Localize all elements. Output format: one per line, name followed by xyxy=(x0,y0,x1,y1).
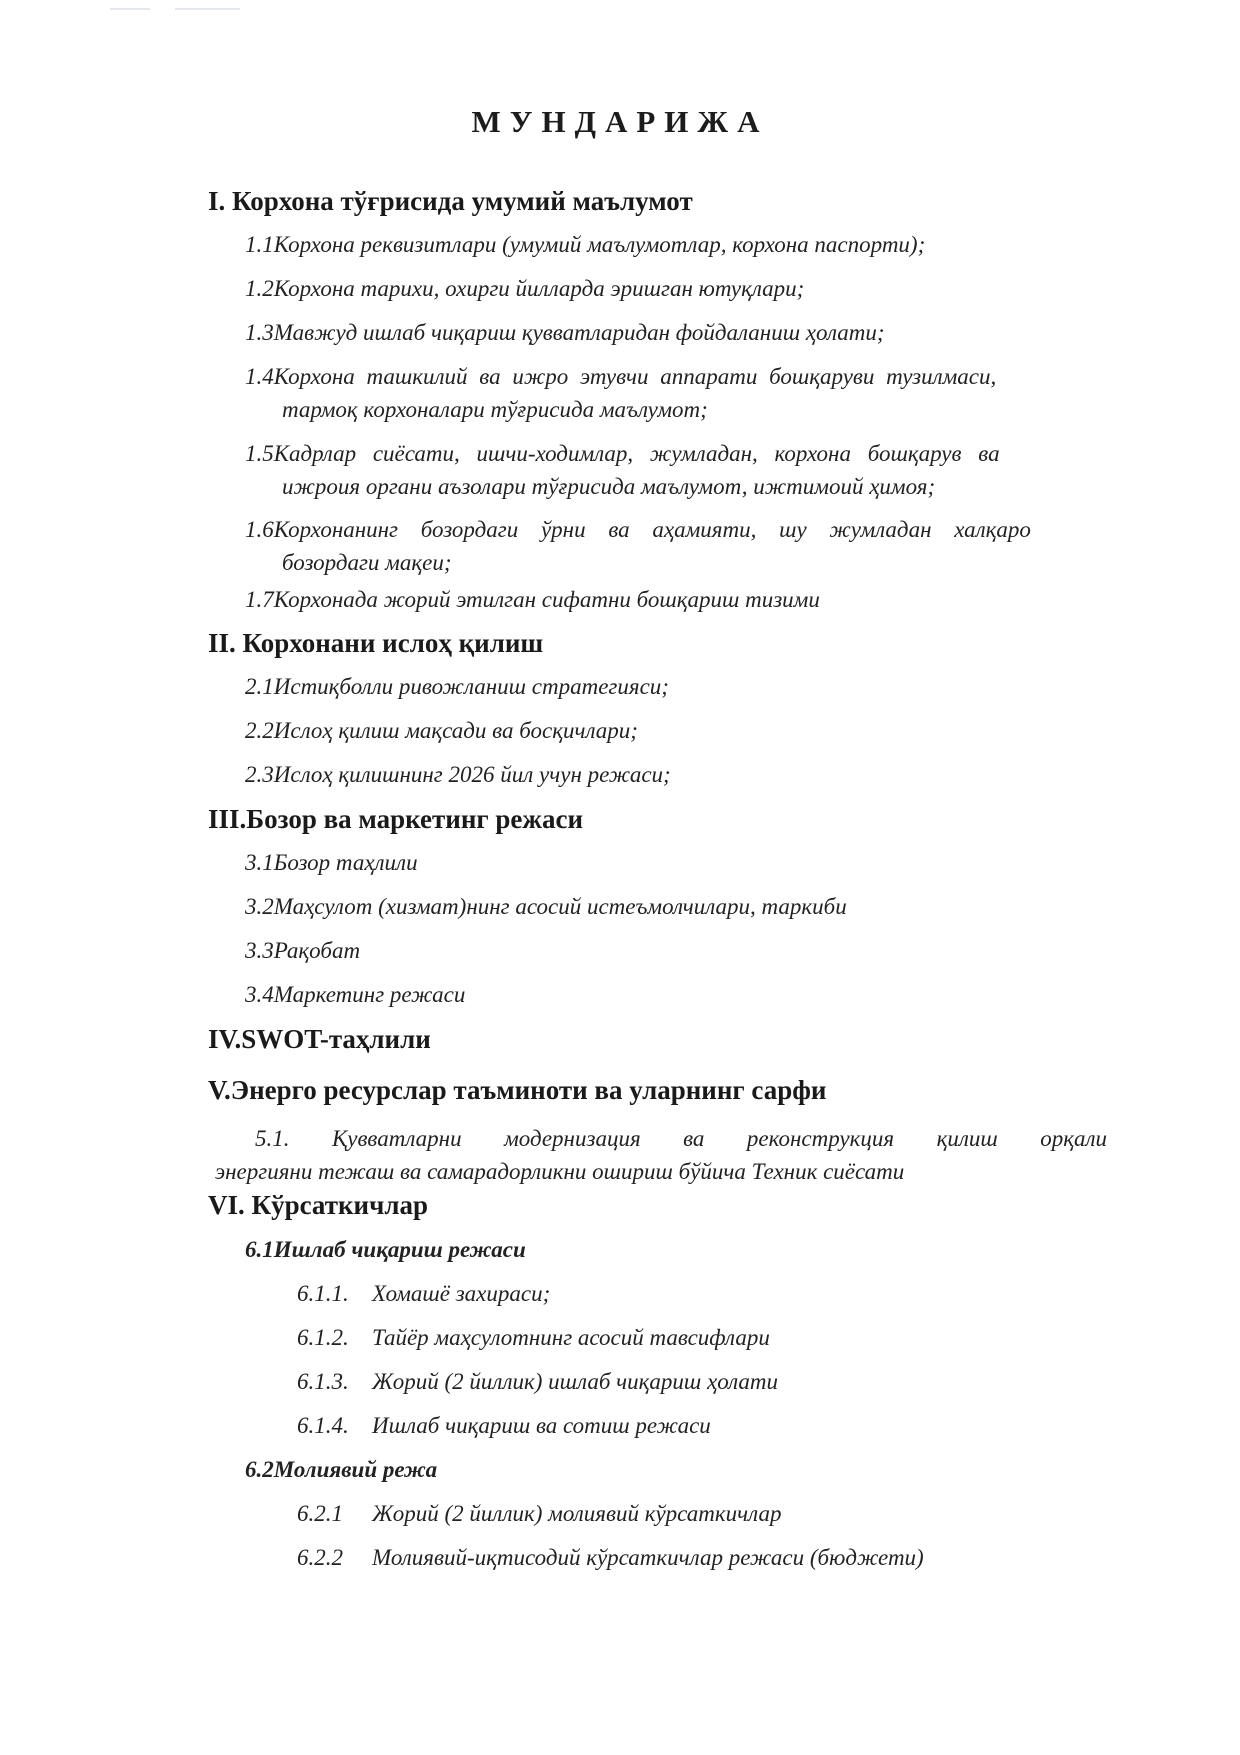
section-heading xyxy=(208,1075,826,1106)
section-label: Корхонани ислоҳ қилиш xyxy=(242,628,544,658)
toc-item xyxy=(245,894,847,920)
toc-item xyxy=(245,513,1105,579)
item-number: 3.2 xyxy=(245,894,274,919)
subsection-heading xyxy=(245,1237,526,1263)
item-text: Молиявий-иқтисодий кўрсаткичлар режаси (бюджети) xyxy=(372,1545,924,1570)
item-number: 1.4 xyxy=(245,364,274,389)
section-label: Корхона тўғрисида умумий маълумот xyxy=(232,186,693,216)
section-label: Кўрсаткичлар xyxy=(251,1190,428,1220)
item-text: Бозор таҳлили xyxy=(273,850,418,875)
item-text: Ишлаб чиқариш ва сотиш режаси xyxy=(372,1413,711,1438)
section-label: SWOT-таҳлили xyxy=(241,1024,431,1054)
item-number: 3.3 xyxy=(245,938,274,963)
toc-item xyxy=(297,1369,778,1395)
item-text-continued: ижроия органи аъзолари тўғрисида маълумот, ижтимоий ҳимоя; xyxy=(282,474,936,499)
item-text: Рақобат xyxy=(273,938,361,963)
toc-item xyxy=(245,276,804,302)
section-label: Энерго ресурслар таъминоти ва уларнинг сарфи xyxy=(230,1075,827,1105)
scan-artifact xyxy=(175,8,240,10)
item-number: 6.1.2. xyxy=(297,1325,349,1350)
item-number: 1.3 xyxy=(245,320,274,345)
scan-artifact xyxy=(110,8,150,10)
item-number: 1.2 xyxy=(245,276,274,301)
item-number: 3.1 xyxy=(245,850,274,875)
section-heading xyxy=(208,628,543,659)
toc-item xyxy=(297,1325,770,1351)
item-number: 6.1.1. xyxy=(297,1281,349,1306)
toc-item xyxy=(245,674,669,700)
toc-item xyxy=(245,938,360,964)
section-heading xyxy=(208,804,583,835)
section-heading xyxy=(208,1024,431,1055)
toc-item xyxy=(245,587,820,613)
section-number: II. xyxy=(208,628,236,658)
toc-item xyxy=(297,1545,924,1571)
item-number: 5.1. xyxy=(255,1126,290,1151)
item-text: Мавжуд ишлаб чиқариш қувватларидан фойдаланиш ҳолати; xyxy=(273,320,885,345)
item-word: реконструкция xyxy=(746,1126,895,1151)
toc-item xyxy=(297,1413,711,1439)
item-number: 1.1 xyxy=(245,232,274,257)
toc-item xyxy=(245,360,1105,426)
item-text-continued: тармоқ корхоналари тўғрисида маълумот; xyxy=(282,397,708,422)
item-number: 3.4 xyxy=(245,982,274,1007)
toc-item xyxy=(245,718,638,744)
item-text: Тайёр маҳсулотнинг асосий тавсифлари xyxy=(372,1325,770,1350)
section-number: VI. xyxy=(208,1190,245,1220)
section-number: V. xyxy=(208,1075,231,1105)
toc-item xyxy=(297,1501,781,1527)
item-text: Корхонада жорий этилган сифатни бошқариш тизими xyxy=(273,587,820,612)
item-text: Корхона тарихи, охирги йилларда эришган ютуқлари; xyxy=(273,276,805,301)
item-text: Маркетинг режаси xyxy=(273,982,466,1007)
page-title: МУНДАРИЖА xyxy=(471,104,769,139)
item-word: Қувватларни xyxy=(331,1126,462,1151)
subsection-number: 6.1 xyxy=(245,1237,274,1262)
item-number: 6.2.1 xyxy=(297,1501,343,1526)
item-text: Корхона ташкилий ва ижро этувчи аппарати бошқаруви тузилмаси, xyxy=(273,364,997,389)
subsection-heading xyxy=(245,1457,437,1483)
item-number: 1.6 xyxy=(245,517,274,542)
toc-item xyxy=(245,850,418,876)
subsection-label: Молиявий режа xyxy=(273,1457,438,1482)
section-number: III. xyxy=(208,804,247,834)
item-number: 1.5 xyxy=(245,441,274,466)
item-text: Истиқболли ривожланиш стратегияси; xyxy=(273,674,669,699)
item-word: модернизация xyxy=(504,1126,641,1151)
item-text-continued: бозордаги мақеи; xyxy=(282,550,452,575)
item-text: Маҳсулот (хизмат)нинг асосий истеъмолчилари, таркиби xyxy=(273,894,847,919)
toc-item xyxy=(245,320,885,346)
item-number: 6.2.2 xyxy=(297,1545,343,1570)
toc-item xyxy=(245,437,1105,503)
item-number: 2.3 xyxy=(245,762,274,787)
item-number: 6.1.4. xyxy=(297,1413,349,1438)
item-text: Жорий (2 йиллик) молиявий кўрсаткичлар xyxy=(372,1501,782,1526)
item-number: 2.1 xyxy=(245,674,274,699)
section-heading xyxy=(208,1190,428,1221)
section-number: IV. xyxy=(208,1024,242,1054)
section-heading xyxy=(208,186,693,217)
toc-item xyxy=(245,762,671,788)
item-number: 6.1.3. xyxy=(297,1369,349,1394)
item-word: қилиш xyxy=(936,1126,998,1151)
item-text: Жорий (2 йиллик) ишлаб чиқариш ҳолати xyxy=(372,1369,779,1394)
item-text: Ислоҳ қилиш мақсади ва босқичлари; xyxy=(273,718,638,743)
subsection-number: 6.2 xyxy=(245,1457,274,1482)
item-word: ва xyxy=(683,1126,705,1151)
toc-item xyxy=(245,982,465,1008)
item-text: Кадрлар сиёсати, ишчи-ходимлар, жумладан, корхона бошқарув ва xyxy=(273,441,1000,466)
toc-item xyxy=(215,1122,1107,1188)
item-text: Корхонанинг бозордаги ўрни ва аҳамияти, шу жумладан халқаро xyxy=(273,517,1031,542)
item-word: орқали xyxy=(1040,1126,1107,1151)
section-label: Бозор ва маркетинг режаси xyxy=(246,804,584,834)
item-text: Ислоҳ қилишнинг 2026 йил учун режаси; xyxy=(273,762,671,787)
item-text-continued: энергияни тежаш ва самарадорликни ошириш бўйича Техник сиёсати xyxy=(215,1159,905,1184)
subsection-label: Ишлаб чиқариш режаси xyxy=(273,1237,526,1262)
toc-item xyxy=(245,232,925,258)
item-text: Корхона реквизитлари (умумий маълумотлар, корхона паспорти); xyxy=(273,232,926,257)
section-number: I. xyxy=(208,186,226,216)
toc-item xyxy=(297,1281,550,1307)
item-text: Хомашё захираси; xyxy=(372,1281,551,1306)
item-number: 2.2 xyxy=(245,718,274,743)
item-number: 1.7 xyxy=(245,587,274,612)
